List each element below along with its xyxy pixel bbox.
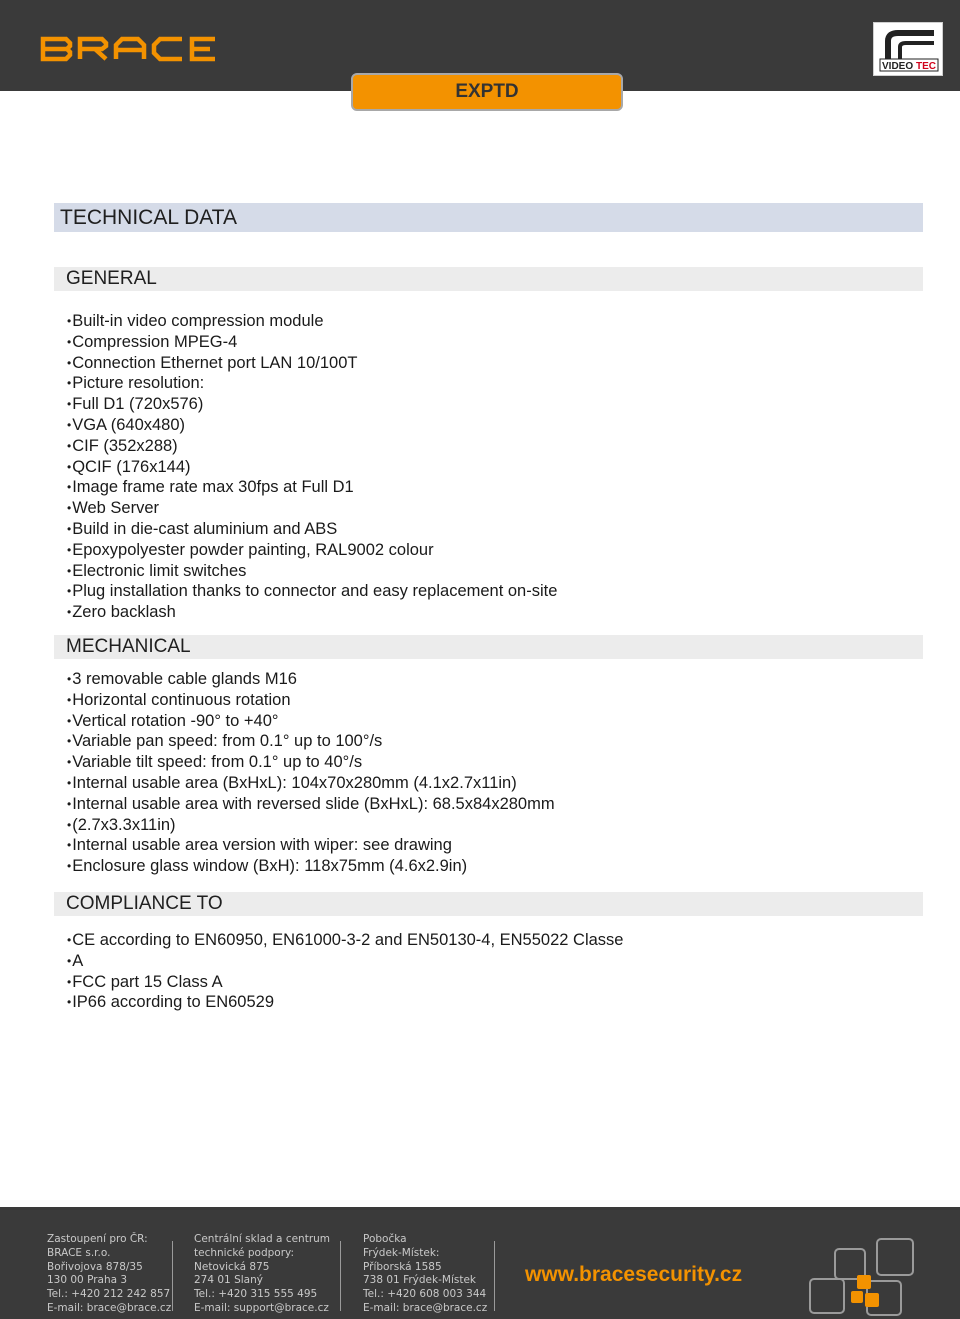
footer-divider [172,1241,173,1311]
videotec-logo [873,22,943,76]
footer-line: 738 01 Frýdek-Místek [363,1274,476,1287]
footer-line: 130 00 Praha 3 [47,1274,128,1287]
section-heading-compliance: COMPLIANCE TO [54,892,923,916]
mechanical-list-item: • 3 removable cable glands M16 [67,670,555,691]
footer-divider [494,1241,495,1311]
svg-text:VIDEO: VIDEO [882,61,914,72]
general-list-item: • Electronic limit switches [67,562,557,583]
general-list-item: • Image frame rate max 30fps at Full D1 [67,478,557,499]
mechanical-list-item: • Internal usable area version with wiper: see drawing [67,836,555,857]
mechanical-list-item: • (2.7x3.3x11in) [67,816,555,837]
page-title: TECHNICAL DATA [54,203,923,232]
decorative-squares-icon [805,1237,917,1317]
mechanical-list-item: • Enclosure glass window (BxH): 118x75mm (4.6x2.9in) [67,857,555,878]
compliance-list [67,931,623,1014]
section-heading-general: GENERAL [54,267,923,291]
mechanical-list [67,670,555,878]
footer-line: Netovická 875 [194,1260,270,1273]
mechanical-list-item: • Variable pan speed: from 0.1° up to 100°/s [67,732,555,753]
footer-line: Frýdek-Místek: [363,1246,440,1259]
general-list-item: • Picture resolution: [67,374,557,395]
footer-line: E-mail: brace@brace.cz [363,1301,488,1314]
general-list-item: • Zero backlash [67,603,557,624]
general-list-item: • Built-in video compression module [67,312,557,333]
page-footer [0,1207,960,1319]
svg-text:TEC: TEC [916,61,936,72]
mechanical-list-item: • Vertical rotation -90° to +40° [67,712,555,733]
general-list-item: • Web Server [67,499,557,520]
compliance-list-item: • CE according to EN60950, EN61000-3-2 and EN50130-4, EN55022 Classe [67,931,623,952]
footer-line: E-mail: brace@brace.cz [47,1301,172,1314]
general-list-item: • VGA (640x480) [67,416,557,437]
footer-line: Pobočka [363,1233,407,1245]
footer-divider [340,1241,341,1311]
footer-column-prague [47,1233,171,1316]
general-list-item: • Build in die-cast aluminium and ABS [67,520,557,541]
footer-line: technické podpory: [194,1246,295,1259]
general-list-item: • Plug installation thanks to connector and easy replacement on-site [67,582,557,603]
website-link[interactable]: www.bracesecurity.cz [525,1263,743,1286]
footer-line: Tel.: +420 608 003 344 [363,1288,487,1301]
mechanical-list-item: • Variable tilt speed: from 0.1° up to 40°/s [67,753,555,774]
footer-line: Tel.: +420 315 555 495 [194,1288,318,1301]
footer-column-warehouse [194,1233,330,1316]
footer-line: Bořivojova 878/35 [47,1260,143,1273]
general-list-item: • Connection Ethernet port LAN 10/100T [67,354,557,375]
compliance-list-item: • IP66 according to EN60529 [67,993,623,1014]
footer-line: Zastoupení pro ČR: [47,1233,148,1245]
product-code-tab: EXPTD [351,73,623,111]
footer-line: Centrální sklad a centrum [194,1233,331,1245]
mechanical-list-item: • Horizontal continuous rotation [67,691,555,712]
brace-logo [40,36,216,62]
compliance-list-item: • FCC part 15 Class A [67,973,623,994]
general-list-item: • CIF (352x288) [67,437,557,458]
footer-column-branch [363,1233,487,1316]
footer-line: BRACE s.r.o. [47,1246,111,1259]
footer-line: 274 01 Slaný [194,1274,263,1287]
general-list-item: • QCIF (176x144) [67,458,557,479]
general-list-item: • Compression MPEG-4 [67,333,557,354]
footer-line: E-mail: support@brace.cz [194,1301,329,1314]
mechanical-list-item: • Internal usable area with reversed slide (BxHxL): 68.5x84x280mm [67,795,555,816]
section-heading-mechanical: MECHANICAL [54,635,923,659]
general-list-item: • Epoxypolyester powder painting, RAL9002 colour [67,541,557,562]
mechanical-list-item: • Internal usable area (BxHxL): 104x70x280mm (4.1x2.7x11in) [67,774,555,795]
general-list-item: • Full D1 (720x576) [67,395,557,416]
general-list [67,312,557,624]
compliance-list-item: • A [67,952,623,973]
footer-line: Tel.: +420 212 242 857 [47,1288,171,1301]
footer-line: Příborská 1585 [363,1260,442,1273]
